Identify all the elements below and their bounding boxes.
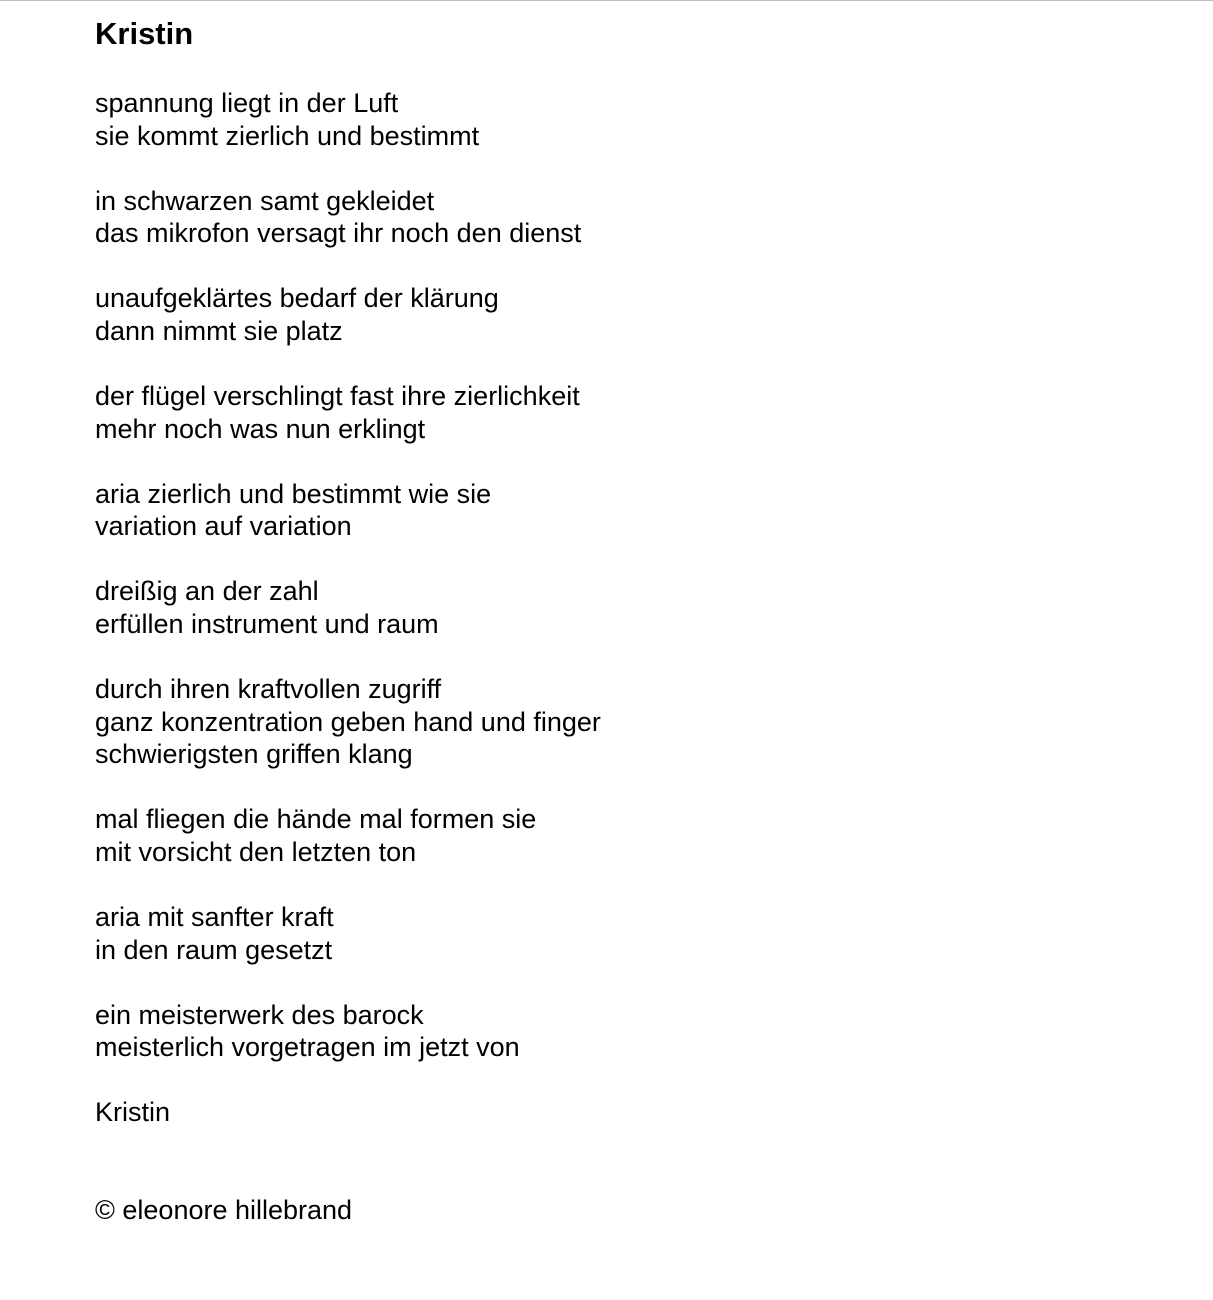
stanza: [95, 901, 1175, 966]
poem-line: das mikrofon versagt ihr noch den dienst: [95, 218, 582, 249]
poem-line: durch ihren kraftvollen zugriff: [95, 674, 442, 705]
stanza: [95, 87, 1175, 152]
stanza: [95, 999, 1175, 1064]
stanza: [95, 803, 1175, 868]
poem-line: sie kommt zierlich und bestimmt: [95, 120, 480, 151]
poem-line: in schwarzen samt gekleidet: [95, 185, 435, 216]
poem-line: ganz konzentration geben hand und finger: [95, 706, 601, 737]
poem-signature: Kristin: [95, 1097, 171, 1128]
poem-title: Kristin: [95, 16, 194, 51]
stanza: [95, 673, 1175, 771]
poem-page: [95, 15, 1175, 1227]
poem-line: aria zierlich und bestimmt wie sie: [95, 478, 492, 509]
stanza: [95, 478, 1175, 543]
poem-line: der flügel verschlingt fast ihre zierlichkeit: [95, 381, 580, 412]
poem-line: dann nimmt sie platz: [95, 315, 343, 346]
copyright-notice: © eleonore hillebrand: [95, 1195, 353, 1226]
poem-line: unaufgeklärtes bedarf der klärung: [95, 283, 499, 314]
poem-line: dreißig an der zahl: [95, 576, 319, 607]
poem-line: mehr noch was nun erklingt: [95, 413, 426, 444]
poem-line: mal fliegen die hände mal formen sie: [95, 804, 537, 835]
poem-line: schwierigsten griffen klang: [95, 739, 413, 770]
poem-line: meisterlich vorgetragen im jetzt von: [95, 1032, 520, 1063]
poem-line: spannung liegt in der Luft: [95, 88, 399, 118]
poem-line: aria mit sanfter kraft: [95, 902, 334, 933]
poem-body: [95, 87, 1175, 1227]
poem-line: ein meisterwerk des barock: [95, 999, 424, 1030]
stanza: [95, 575, 1175, 640]
poem-line: in den raum gesetzt: [95, 934, 333, 965]
poem-line: mit vorsicht den letzten ton: [95, 837, 417, 867]
stanza: [95, 380, 1175, 445]
stanza: [95, 282, 1175, 347]
poem-line: variation auf variation: [95, 511, 352, 542]
top-divider: [0, 0, 1213, 1]
stanza: [95, 185, 1175, 250]
poem-line: erfüllen instrument und raum: [95, 609, 439, 640]
